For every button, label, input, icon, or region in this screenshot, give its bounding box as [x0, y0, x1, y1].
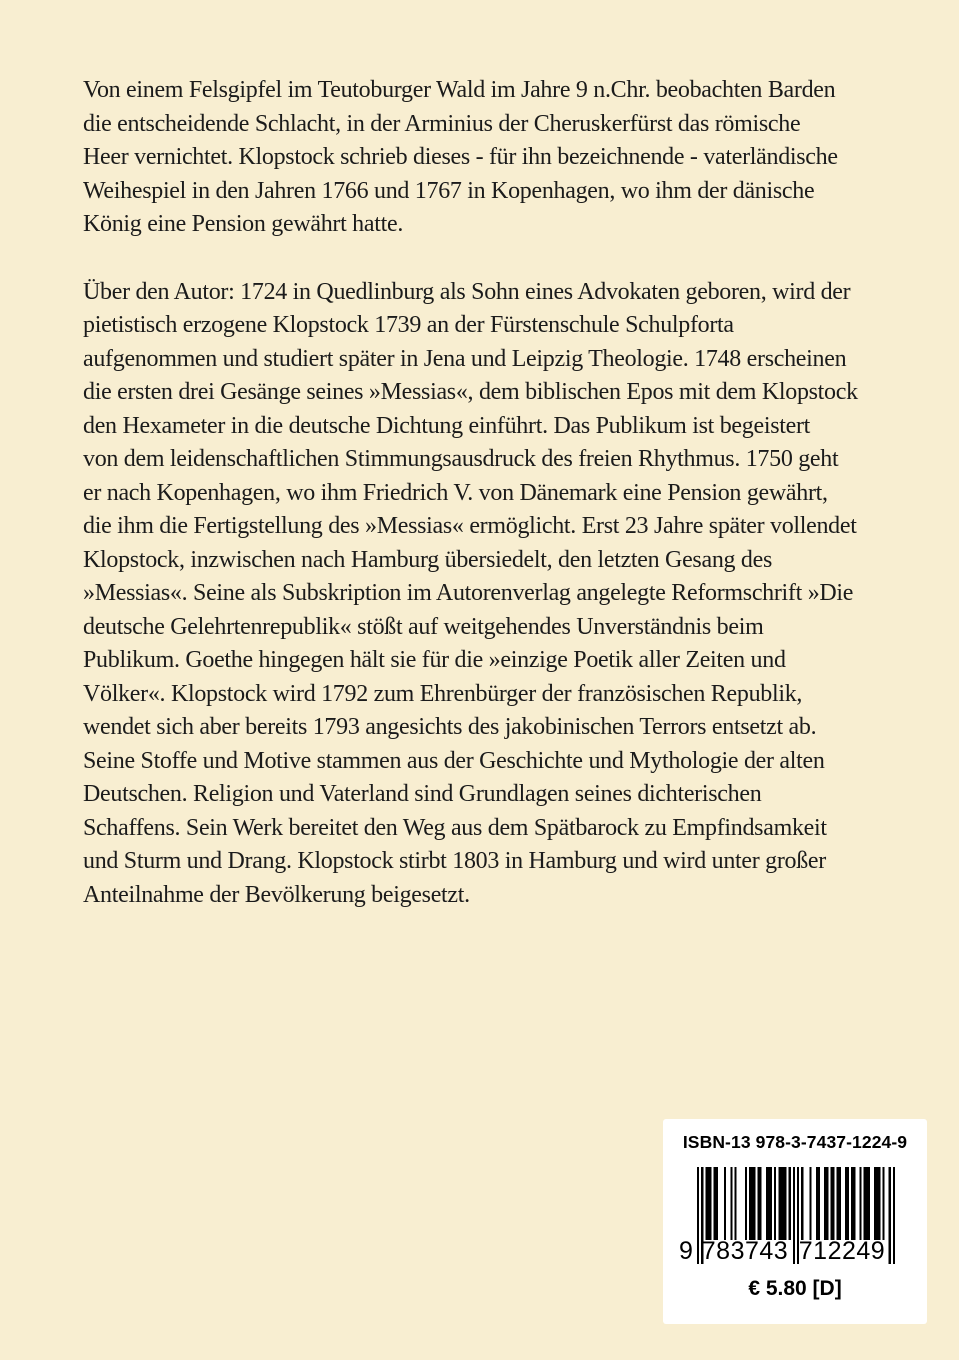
- text-line: Anteilnahme der Bevölkerung beigesetzt.: [83, 881, 470, 908]
- text-line: die ersten drei Gesänge seines »Messias«, dem biblischen Epos mit dem Klopstock: [83, 379, 858, 405]
- text-line: und Sturm und Drang. Klopstock stirbt 1803 in Hamburg und wird unter großer: [83, 848, 826, 874]
- blurb-text: [83, 74, 923, 912]
- text-line: den Hexameter in die deutsche Dichtung einführt. Das Publikum ist begeistert: [83, 412, 811, 439]
- text-line: Seine Stoffe und Motive stammen aus der Geschichte und Mythologie der alten: [83, 747, 825, 774]
- text-line: er nach Kopenhagen, wo ihm Friedrich V. von Dänemark eine Pension gewährt,: [83, 479, 828, 506]
- text-line: Heer vernichtet. Klopstock schrieb dieses - für ihn bezeichnende - vaterländische: [83, 144, 838, 170]
- text-line: Schaffens. Sein Werk bereitet den Weg aus dem Spätbarock zu Empfindsamkeit: [83, 814, 827, 841]
- text-line: aufgenommen und studiert später in Jena und Leipzig Theologie. 1748 erscheinen: [83, 345, 847, 372]
- text-line: Weihespiel in den Jahren 1766 und 1767 in Kopenhagen, wo ihm der dänische: [83, 177, 815, 204]
- price-label: € 5.80 [D]: [748, 1277, 842, 1300]
- text-line: Deutschen. Religion und Vaterland sind Grundlagen seines dichterischen: [83, 781, 762, 807]
- barcode-digits-group2: 712249: [798, 1237, 886, 1265]
- text-line: deutsche Gelehrtenrepublik« stößt auf weitgehendes Unverständnis beim: [83, 613, 764, 640]
- text-line: Von einem Felsgipfel im Teutoburger Wald im Jahre 9 n.Chr. beobachten Barden: [83, 77, 836, 103]
- blurb-paragraph-1: [83, 74, 923, 242]
- text-line: Über den Autor: 1724 in Quedlinburg als Sohn eines Advokaten geboren, wird der: [83, 278, 851, 305]
- text-line: »Messias«. Seine als Subskription im Autorenverlag angelegte Reformschrift »Die: [83, 580, 854, 606]
- text-line: Publikum. Goethe hingegen hält sie für die »einzige Poetik aller Zeiten und: [83, 647, 786, 673]
- barcode-digits-group1: 783743: [701, 1237, 789, 1265]
- text-line: wendet sich aber bereits 1793 angesichts des jakobinischen Terrors entsetzt ab.: [83, 714, 817, 740]
- ean13-barcode: [679, 1167, 895, 1265]
- isbn-panel: [663, 1119, 927, 1324]
- text-line: Klopstock, inzwischen nach Hamburg übersiedelt, den letzten Gesang des: [83, 546, 773, 573]
- text-line: die entscheidende Schlacht, in der Arminius der Cheruskerfürst das römische: [83, 110, 801, 137]
- text-line: Völker«. Klopstock wird 1792 zum Ehrenbürger der französischen Republik,: [83, 680, 803, 707]
- text-line: die ihm die Fertigstellung des »Messias« ermöglicht. Erst 23 Jahre später vollendet: [83, 513, 857, 539]
- text-line: von dem leidenschaftlichen Stimmungsausdruck des freien Rhythmus. 1750 geht: [83, 446, 839, 472]
- blurb-paragraph-2: [83, 276, 923, 913]
- text-line: pietistisch erzogene Klopstock 1739 an der Fürstenschule Schulpforta: [83, 312, 734, 338]
- barcode-digit-left: 9: [679, 1237, 694, 1265]
- text-line: König eine Pension gewährt hatte.: [83, 211, 404, 237]
- isbn-label: ISBN-13 978-3-7437-1224-9: [682, 1132, 908, 1152]
